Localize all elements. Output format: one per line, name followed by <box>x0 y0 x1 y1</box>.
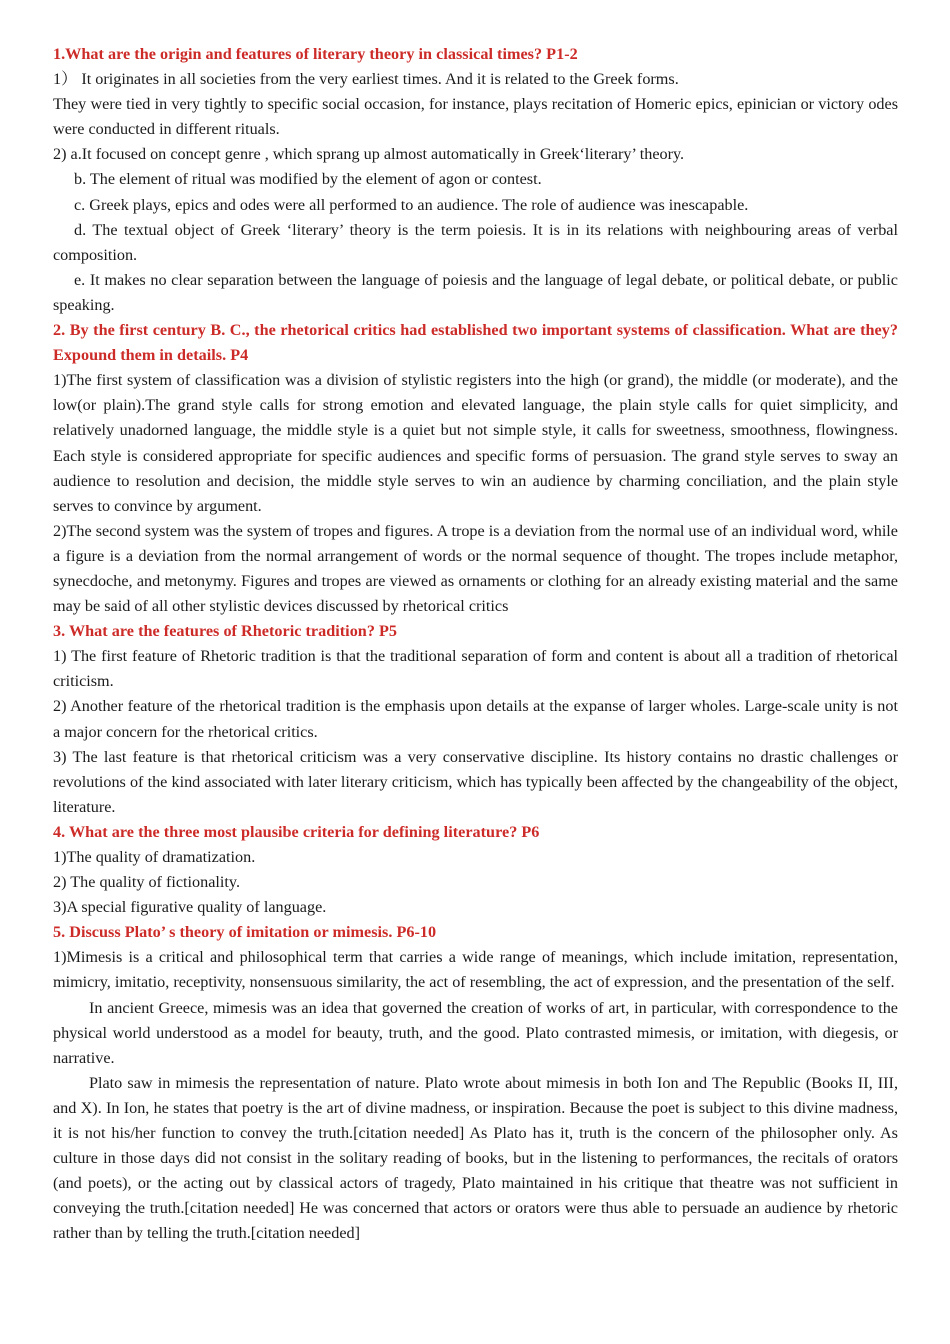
answer-4-2: 2) The quality of fictionality. <box>53 873 241 892</box>
question-heading-3: 3. What are the features of Rhetoric tradition? P5 <box>53 622 398 641</box>
answer-4-3: 3)A special figurative quality of language. <box>53 898 327 917</box>
answer-5-1: 1)Mimesis is a critical and philosophical term that carries a wide range of meanings, which include imitation, representation, mimicry, imitatio, receptivity, nonsensuous similarity, the act of resembling, the act of expression, and the presentation of the self. <box>53 948 898 992</box>
answer-1-2a: 2) a.It focused on concept genre , which sprang up almost automatically in Greek‘literary’ theory. <box>53 145 685 164</box>
answer-1-2e: e. It makes no clear separation between the language of poiesis and the language of legal debate, or political debate, or public speaking. <box>53 270 898 314</box>
document-body <box>53 42 898 1247</box>
question-heading-5: 5. Discuss Plato’ s theory of imitation or mimesis. P6-10 <box>53 923 437 942</box>
question-heading-1: 1.What are the origin and features of literary theory in classical times? P1-2 <box>53 45 578 63</box>
answer-1-2c: c. Greek plays, epics and odes were all performed to an audience. The role of audience was inescapable. <box>74 195 749 214</box>
answer-1-2b: b. The element of ritual was modified by the element of agon or contest. <box>74 170 542 189</box>
question-heading-2: 2. By the first century B. C., the rhetorical critics had established two important systems of classification. What are they? Expound them in details. P4 <box>53 321 898 365</box>
answer-4-1: 1)The quality of dramatization. <box>53 848 256 866</box>
answer-3-3: 3) The last feature is that rhetorical criticism was a very conservative discipline. Its history contains no drastic challenges or revolutions of the kind associated with later literary criticism, which has typically been affected by the changeability of the object, literature. <box>53 747 898 816</box>
answer-1-2d: d. The textual object of Greek ‘literary’ theory is the term poiesis. It is in its relations with neighbouring areas of verbal composition. <box>53 220 898 264</box>
answer-3-2: 2) Another feature of the rhetorical tradition is the emphasis upon details at the expanse of larger wholes. Large-scale unity is not a major concern for the rhetorical critics. <box>53 697 898 741</box>
answer-2-2: 2)The second system was the system of tropes and figures. A trope is a deviation from the normal use of an individual word, while a figure is a deviation from the normal arrangement of words or the normal sequence of thought. The tropes include metaphor, synecdoche, and metonymy. Figures and tropes are viewed as ornaments or clothing for an already existing material and the same may be said of all other stylistic devices discussed by rhetorical critics <box>53 521 898 616</box>
answer-3-1: 1) The first feature of Rhetoric tradition is that the traditional separation of form and content is about all a tradition of rhetorical criticism. <box>53 647 898 691</box>
answer-5-paragraph-2: In ancient Greece, mimesis was an idea that governed the creation of works of art, in particular, with correspondence to the physical world understood as a model for beauty, truth, and the good. Plato contrasted mimesis, or imitation, with diegesis, or narrative. <box>53 998 898 1067</box>
answer-1-1: 1） It originates in all societies from the very earliest times. And it is related to the Greek forms. <box>53 70 679 89</box>
answer-1-1-continued: They were tied in very tightly to specific social occasion, for instance, plays recitation of Homeric epics, epinician or victory odes were conducted in different rituals. <box>53 95 898 139</box>
answer-2-1: 1)The first system of classification was a division of stylistic registers into the high (or grand), the middle (or moderate), and the low(or plain).The grand style calls for strong emotion and elevated language, the plain style calls for quiet simplicity, and relatively unadorned language, the middle style is a quiet but not simple style, it calls for sweetness, smoothness, flowingness. Each style is considered appropriate for specific audiences and specific forms of persuasion. The grand style serves to sway an audience to resolution and decision, the middle style serves to win an audience by charming conciliation, and the plain style serves to convince by argument. <box>53 371 898 515</box>
answer-5-paragraph-3: Plato saw in mimesis the representation of nature. Plato wrote about mimesis in both Ion and The Republic (Books II, III, and X). In Ion, he states that poetry is the art of divine madness, or inspiration. Because the poet is subject to this divine madness, it is not his/her function to convey the truth.[citation needed] As Plato has it, truth is the concern of the philosopher only. As culture in those days did not consist in the solitary reading of books, but in the listening to performances, the recitals of orators (and poets), or the acting out by classical actors of tragedy, Plato maintained in his critique that theatre was not sufficient in conveying the truth.[citation needed] He was concerned that actors or orators were thus able to persuade an audience by rhetoric rather than by telling the truth.[citation needed] <box>53 1073 898 1243</box>
question-heading-4: 4. What are the three most plausibe criteria for defining literature? P6 <box>53 822 540 841</box>
